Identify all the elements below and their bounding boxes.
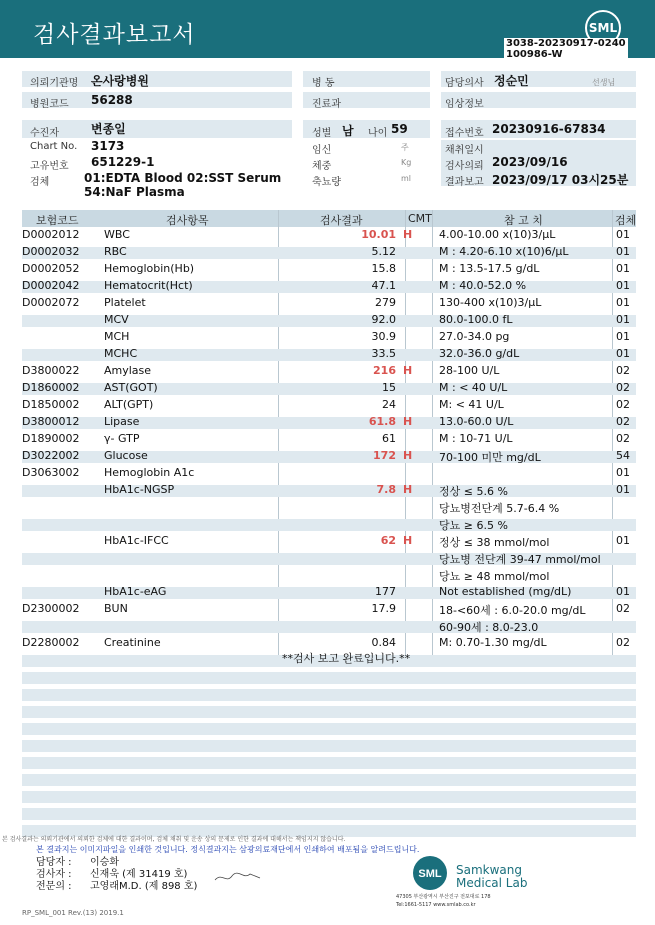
test-result: 15 bbox=[382, 381, 396, 394]
receipt-label: 접수번호 bbox=[445, 128, 484, 139]
document-number: 3038-20230917-0240 100986-W bbox=[506, 38, 626, 60]
reference-range: 130-400 x(10)3/μL bbox=[439, 296, 542, 309]
reference-range: 32.0-36.0 g/dL bbox=[439, 347, 520, 360]
test-item: Amylase bbox=[104, 364, 152, 377]
test-item: Hematocrit(Hct) bbox=[104, 279, 193, 292]
legal-footnote: 본 검사결과는 의뢰기관에서 의뢰한 검체에 대한 결과이며, 검체 채취 및 운송 상의 문제로 인한 결과에 대해서는 책임지지 않습니다. bbox=[2, 836, 346, 843]
header-reference: 참 고 치 bbox=[504, 214, 543, 227]
high-flag: H bbox=[403, 228, 413, 241]
insurance-code: D1850002 bbox=[22, 398, 80, 411]
test-result: 10.01 bbox=[361, 228, 396, 241]
specimen-code: 01 bbox=[616, 347, 630, 360]
test-item: HbA1c-eAG bbox=[104, 585, 167, 598]
test-result: 61 bbox=[382, 432, 396, 445]
table-row-stripe bbox=[22, 757, 636, 769]
sex-value: 남 bbox=[342, 124, 354, 138]
test-item: MCV bbox=[104, 313, 129, 326]
specimen-code: 01 bbox=[616, 483, 630, 496]
reference-range: 당뇨병 전단계 39-47 mmol/mol bbox=[439, 553, 601, 566]
high-flag: H bbox=[403, 415, 413, 428]
report-date-label: 결과보고 bbox=[445, 177, 484, 188]
header-cmt: CMT bbox=[408, 212, 432, 225]
header-specimen: 검체 bbox=[615, 214, 637, 227]
patient-name-box bbox=[22, 120, 292, 138]
reference-range: Not established (mg/dL) bbox=[439, 585, 572, 598]
insurance-code: D3800022 bbox=[22, 364, 80, 377]
specimen-code: 01 bbox=[616, 330, 630, 343]
specimen-code: 01 bbox=[616, 585, 630, 598]
test-result: 216 bbox=[373, 364, 396, 377]
pregnancy-label: 임신 bbox=[312, 145, 332, 156]
table-row-stripe bbox=[22, 808, 636, 820]
high-flag: H bbox=[403, 449, 413, 462]
collection-label: 채취일시 bbox=[445, 145, 484, 156]
test-result: 61.8 bbox=[368, 415, 396, 428]
test-item: MCH bbox=[104, 330, 130, 343]
specimen-value-line1: 01:EDTA Blood 02:SST Serum bbox=[84, 171, 282, 185]
specimen-code: 02 bbox=[616, 636, 630, 649]
test-item: γ- GTP bbox=[104, 432, 140, 445]
hospital-code-label: 병원코드 bbox=[30, 99, 69, 110]
header-test-item: 검사항목 bbox=[166, 214, 209, 227]
insurance-code: D0002032 bbox=[22, 245, 80, 258]
clinical-info-label: 임상정보 bbox=[445, 99, 484, 110]
insurance-code: D1860002 bbox=[22, 381, 80, 394]
unique-value: 651229-1 bbox=[91, 155, 155, 169]
department-label: 진료과 bbox=[312, 99, 341, 110]
hospital-code-value: 56288 bbox=[91, 93, 133, 107]
specimen-code: 01 bbox=[616, 262, 630, 275]
reference-range: 28-100 U/L bbox=[439, 364, 500, 377]
insurance-code: D0002052 bbox=[22, 262, 80, 275]
test-item: Creatinine bbox=[104, 636, 161, 649]
specialist-label: 전문의 : bbox=[36, 881, 72, 892]
specimen-code: 01 bbox=[616, 296, 630, 309]
weight-unit: Kg bbox=[401, 158, 412, 167]
test-item: MCHC bbox=[104, 347, 138, 360]
specimen-code: 02 bbox=[616, 381, 630, 394]
institution-label: 의뢰기관명 bbox=[30, 78, 79, 89]
reference-range: 18-<60세 : 6.0-20.0 mg/dL bbox=[439, 604, 586, 617]
test-item: Platelet bbox=[104, 296, 146, 309]
receipt-value: 20230916-67834 bbox=[492, 122, 606, 136]
reference-range: 정상 ≤ 5.6 % bbox=[439, 485, 508, 498]
report-date-value: 2023/09/17 03시25분 bbox=[492, 173, 629, 187]
reference-range: M: 0.70-1.30 mg/dL bbox=[439, 636, 547, 649]
specimen-code: 01 bbox=[616, 466, 630, 479]
insurance-code: D3063002 bbox=[22, 466, 80, 479]
sex-label: 성별 bbox=[312, 128, 332, 139]
header-result: 검사결과 bbox=[320, 214, 363, 227]
specimen-code: 01 bbox=[616, 228, 630, 241]
specimen-code: 01 bbox=[616, 245, 630, 258]
org-address: 47305 부산광역시 부산진구 전포대로 178 Tel:1661-5117 www.smlab.co.kr bbox=[396, 894, 491, 908]
request-label: 검사의뢰 bbox=[445, 161, 484, 172]
header-insurance-code: 보험코드 bbox=[36, 214, 79, 227]
specimen-code: 54 bbox=[616, 449, 630, 462]
high-flag: H bbox=[403, 483, 413, 496]
test-item: HbA1c-NGSP bbox=[104, 483, 175, 496]
age-value: 59 bbox=[391, 122, 408, 136]
patient-name-value: 변종일 bbox=[91, 122, 126, 136]
high-flag: H bbox=[403, 364, 413, 377]
table-row-stripe bbox=[22, 706, 636, 718]
reference-range: 정상 ≤ 38 mmol/mol bbox=[439, 536, 550, 549]
sml-logo: SML bbox=[585, 10, 621, 46]
specimen-code: 02 bbox=[616, 432, 630, 445]
reference-range: 당뇨 ≥ 48 mmol/mol bbox=[439, 570, 550, 583]
test-result: 15.8 bbox=[371, 262, 396, 275]
examiner-label: 검사자 : bbox=[36, 869, 72, 880]
test-item: BUN bbox=[104, 602, 128, 615]
request-value: 2023/09/16 bbox=[492, 155, 568, 169]
chart-value: 3173 bbox=[91, 139, 125, 153]
form-number: RP_SML_001 Rev.(13) 2019.1 bbox=[22, 909, 124, 917]
urine-unit: ml bbox=[401, 174, 412, 183]
reporter-label: 담당자 : bbox=[36, 857, 72, 868]
insurance-code: D1890002 bbox=[22, 432, 80, 445]
table-row-stripe bbox=[22, 621, 636, 633]
reference-range: M : 13.5-17.5 g/dL bbox=[439, 262, 540, 275]
specimen-code: 01 bbox=[616, 279, 630, 292]
reference-range: M : < 40 U/L bbox=[439, 381, 508, 394]
ward-label: 병 동 bbox=[312, 78, 335, 89]
insurance-code: D2300002 bbox=[22, 602, 80, 615]
test-item: RBC bbox=[104, 245, 127, 258]
report-complete-note: **검사 보고 완료입니다.** bbox=[282, 652, 411, 665]
test-result: 24 bbox=[382, 398, 396, 411]
specimen-code: 02 bbox=[616, 415, 630, 428]
reference-range: M : 40.0-52.0 % bbox=[439, 279, 527, 292]
reference-range: 70-100 미만 mg/dL bbox=[439, 451, 541, 464]
specimen-code: 02 bbox=[616, 602, 630, 615]
specimen-code: 01 bbox=[616, 313, 630, 326]
chart-label: Chart No. bbox=[30, 141, 78, 152]
signature-image bbox=[212, 868, 264, 886]
insurance-code: D0002072 bbox=[22, 296, 80, 309]
doctor-label: 담당의사 bbox=[445, 78, 484, 89]
test-item: Glucose bbox=[104, 449, 148, 462]
test-item: ALT(GPT) bbox=[104, 398, 154, 411]
high-flag: H bbox=[403, 534, 413, 547]
test-result: 172 bbox=[373, 449, 396, 462]
specialist-value: 고영래M.D. (제 898 호) bbox=[90, 881, 198, 892]
reference-range: M : 10-71 U/L bbox=[439, 432, 513, 445]
test-result: 7.8 bbox=[376, 483, 396, 496]
insurance-code: D3800012 bbox=[22, 415, 80, 428]
insurance-code: D2280002 bbox=[22, 636, 80, 649]
reference-range: 13.0-60.0 U/L bbox=[439, 415, 514, 428]
reference-range: 60-90세 : 8.0-23.0 bbox=[439, 621, 539, 634]
test-item: AST(GOT) bbox=[104, 381, 158, 394]
table-row-stripe bbox=[22, 519, 636, 531]
specimen-code: 02 bbox=[616, 398, 630, 411]
insurance-code: D0002042 bbox=[22, 279, 80, 292]
test-result: 177 bbox=[375, 585, 396, 598]
unique-label: 고유번호 bbox=[30, 161, 69, 172]
test-item: WBC bbox=[104, 228, 130, 241]
test-result: 0.84 bbox=[371, 636, 396, 649]
test-item: HbA1c-IFCC bbox=[104, 534, 169, 547]
table-row-stripe bbox=[22, 740, 636, 752]
patient-name-label: 수진자 bbox=[30, 128, 59, 139]
reference-range: 당뇨병전단계 5.7-6.4 % bbox=[439, 502, 560, 515]
urine-label: 축뇨량 bbox=[312, 177, 341, 188]
test-result: 17.9 bbox=[371, 602, 396, 615]
age-label: 나이 bbox=[368, 128, 388, 139]
org-name: Samkwang Medical Lab bbox=[456, 863, 528, 890]
specimen-label: 검체 bbox=[30, 177, 50, 188]
sml-org-logo-icon bbox=[407, 854, 453, 892]
test-item: Lipase bbox=[104, 415, 140, 428]
reference-range: 4.00-10.00 x(10)3/μL bbox=[439, 228, 556, 241]
table-row-stripe bbox=[22, 791, 636, 803]
specimen-code: 01 bbox=[616, 534, 630, 547]
test-result: 33.5 bbox=[371, 347, 396, 360]
reference-range: 당뇨 ≥ 6.5 % bbox=[439, 519, 508, 532]
reference-range: 80.0-100.0 fL bbox=[439, 313, 513, 326]
reporter-value: 이승화 bbox=[90, 857, 119, 868]
test-result: 5.12 bbox=[371, 245, 396, 258]
insurance-code: D3022002 bbox=[22, 449, 80, 462]
reference-range: 27.0-34.0 pg bbox=[439, 330, 510, 343]
test-result: 279 bbox=[375, 296, 396, 309]
test-item: Hemoglobin(Hb) bbox=[104, 262, 195, 275]
table-row-stripe bbox=[22, 723, 636, 735]
insurance-code: D0002012 bbox=[22, 228, 80, 241]
table-row-stripe bbox=[22, 774, 636, 786]
test-result: 30.9 bbox=[371, 330, 396, 343]
doctor-suffix: 선생님 bbox=[592, 78, 616, 87]
org-logo-text: SML bbox=[418, 868, 442, 880]
reference-range: M: < 41 U/L bbox=[439, 398, 504, 411]
test-result: 92.0 bbox=[371, 313, 396, 326]
table-row-stripe bbox=[22, 689, 636, 701]
specimen-value-line2: 54:NaF Plasma bbox=[84, 185, 185, 199]
test-item: Hemoglobin A1c bbox=[104, 466, 195, 479]
report-title: 검사결과보고서 bbox=[33, 22, 196, 48]
examiner-value: 신재욱 (제 31419 호) bbox=[90, 869, 188, 880]
table-row-stripe bbox=[22, 672, 636, 684]
test-result: 62 bbox=[380, 534, 396, 547]
pregnancy-unit: 주 bbox=[401, 143, 409, 152]
test-result: 47.1 bbox=[371, 279, 396, 292]
doctor-value: 정순민 bbox=[494, 74, 529, 88]
reference-range: M : 4.20-6.10 x(10)6/μL bbox=[439, 245, 569, 258]
weight-label: 체중 bbox=[312, 161, 332, 172]
institution-value: 온사랑병원 bbox=[91, 74, 149, 88]
print-notice: 본 결과지는 이미지파일을 인쇄한 것입니다. 정식결과지는 삼광의료재단에서 인쇄하여 배포됨을 알려드립니다. bbox=[36, 845, 420, 854]
specimen-code: 02 bbox=[616, 364, 630, 377]
